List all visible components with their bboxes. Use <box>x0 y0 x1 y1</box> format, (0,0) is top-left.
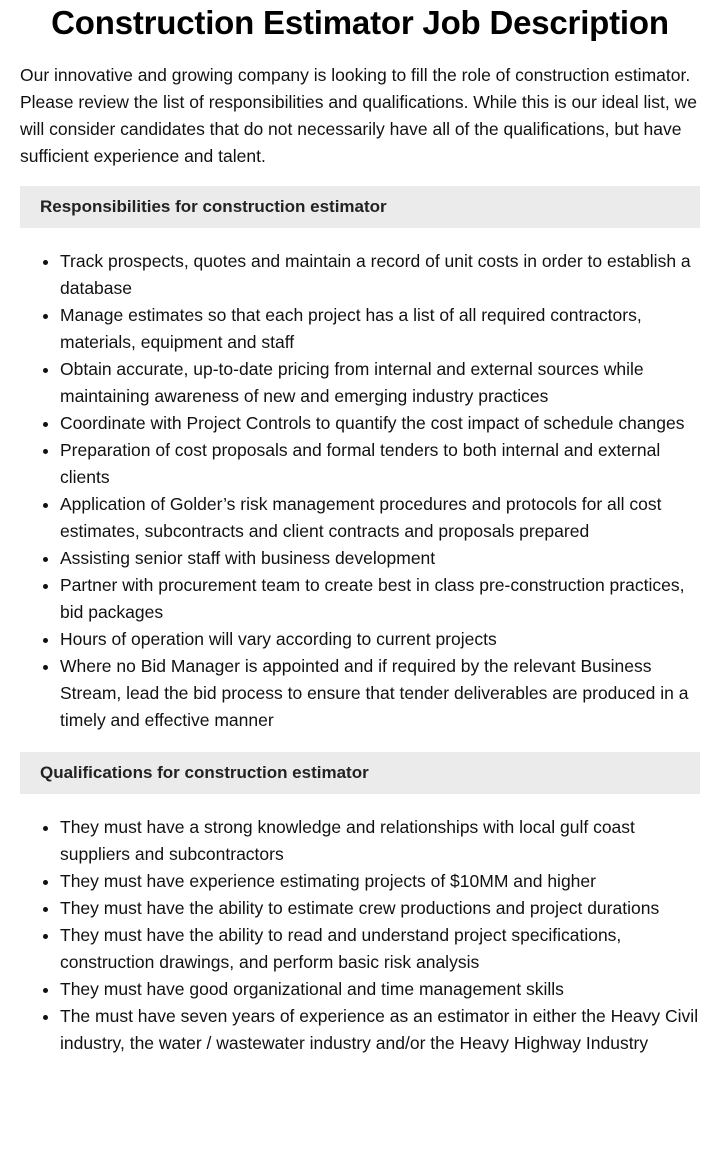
list-item: • Manage estimates so that each project has a list of all required contractors, materials, equipment and staff <box>60 302 700 356</box>
list-item: • Partner with procurement team to create best in class pre-construction practices, bid packages <box>60 572 700 626</box>
list-item: • They must have the ability to estimate crew productions and project durations <box>60 895 700 922</box>
list-item: • Hours of operation will vary according to current projects <box>60 626 700 653</box>
list-item: • Assisting senior staff with business development <box>60 545 700 572</box>
list-item: • They must have good organizational and time management skills <box>60 976 700 1003</box>
list-item: • Coordinate with Project Controls to quantify the cost impact of schedule changes <box>60 410 700 437</box>
responsibilities-heading: Responsibilities for construction estimator <box>20 186 700 228</box>
list-item: • Obtain accurate, up-to-date pricing from internal and external sources while maintaining awareness of new and emerging industry practices <box>60 356 700 410</box>
list-item: • Where no Bid Manager is appointed and if required by the relevant Business Stream, lead the bid process to ensure that tender deliverables are produced in a timely and effective manner <box>60 653 700 734</box>
list-item: • The must have seven years of experience as an estimator in either the Heavy Civil industry, the water / wastewater industry and/or the Heavy Highway Industry <box>60 1003 700 1057</box>
qualifications-heading: Qualifications for construction estimator <box>20 752 700 794</box>
list-item: • Preparation of cost proposals and formal tenders to both internal and external clients <box>60 437 700 491</box>
responsibilities-list <box>20 248 700 734</box>
list-item: • Application of Golder’s risk management procedures and protocols for all cost estimates, subcontracts and client contracts and proposals prepared <box>60 491 700 545</box>
intro-paragraph: Our innovative and growing company is looking to fill the role of construction estimator. Please review the list of responsibilities and qualifications. While this is our ideal list, we will consider candidates that do not necessarily have all of the qualifications, but have sufficient experience and talent. <box>20 65 697 166</box>
page-title: Construction Estimator Job Description <box>51 4 669 41</box>
list-item: • They must have a strong knowledge and relationships with local gulf coast suppliers and subcontractors <box>60 814 700 868</box>
list-item: • They must have the ability to read and understand project specifications, construction drawings, and perform basic risk analysis <box>60 922 700 976</box>
list-item: • They must have experience estimating projects of $10MM and higher <box>60 868 700 895</box>
qualifications-list <box>20 814 700 1057</box>
list-item: • Track prospects, quotes and maintain a record of unit costs in order to establish a database <box>60 248 700 302</box>
